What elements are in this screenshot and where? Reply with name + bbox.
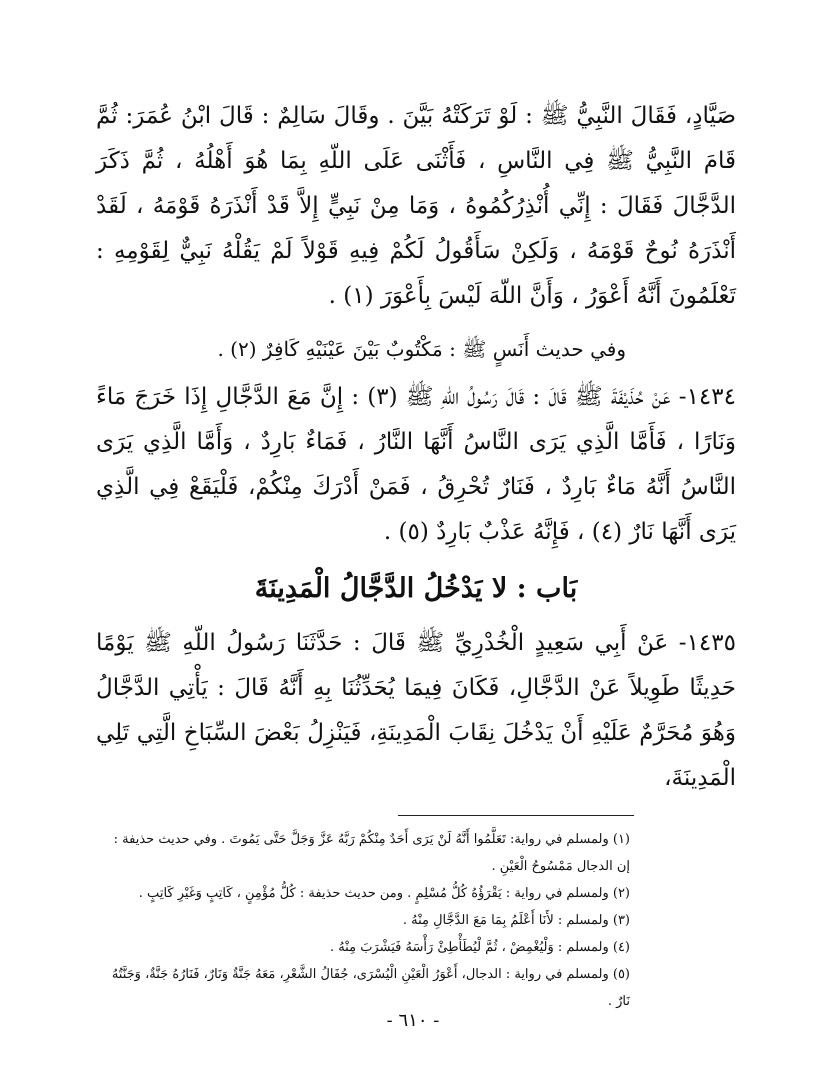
page-number: - ٦١٠ -: [386, 1010, 440, 1031]
chapter-heading: بَاب : لا يَدْخُلُ الدَّجَّالُ الْمَدِينَةَ: [254, 573, 578, 604]
footnote-5: (٥) ولمسلم في رواية : الدجال، أَعْوَرُ الْعَيْنِ الْيُسْرَى، جُفَالُ الشَّعْرِ، مَعَهُ جَنَّةٌ وَنَارٌ، فَنَارُهُ جَنَّةٌ، وَجَنَّتُهُ نَارٌ .: [111, 967, 630, 1009]
footnote-divider: [398, 815, 634, 816]
intro-paragraph: صَيَّادٍ، فَقَالَ النَّبِيُّ ﷺ : لَوْ تَرَكَتْهُ بَيَّنَ . وقَالَ سَالِمٌ : قَالَ ابْنُ عُمَرَ: ثُمَّ قَامَ النَّبِيُّ ﷺ فِي النَّاسِ ، فَأَثْنَى عَلَى اللّهِ بِمَا هُوَ أَهْلُهُ ، ثُمَّ ذَكَرَ الدَّجَّالَ فَقَالَ : إِنِّي أُنْذِرُكُمُوهُ ، وَمَا مِنْ نَبِيٍّ إِلاَّ قَدْ أَنْذَرَهُ قَوْمَهُ ، لَقَدْ أَنْذَرَهُ نُوحٌ قَوْمَهُ ، وَلَكِنْ سَأَقُولُ لَكُمْ فِيهِ قَوْلاً لَمْ يَقُلْهُ نَبِيٌّ لِقَوْمِهِ : تَعْلَمُونَ أَنَّهُ أَعْوَرُ ، وَأَنَّ اللّهَ لَيْسَ بِأَعْوَرَ (١) .: [96, 103, 736, 309]
hadith-1434: ١٤٣٤- عَنْ حُذَيْفَةَ ﷺ قَالَ : قَالَ رَسُولُ اللّهِ ﷺ (٣) : إِنَّ مَعَ الدَّجَّالِ إِذَا خَرَجَ مَاءً وَنَارًا ، فَأَمَّا الَّذِي يَرَى النَّاسُ أَنَّهَا النَّارُ ، فَمَاءٌ بَارِدٌ ، وَأَمَّا الَّذِي يَرَى النَّاسُ أَنَّهُ مَاءٌ بَارِدٌ ، فَنَارٌ تُحْرِقُ ، فَمَنْ أَدْرَكَ مِنْكُمْ، فَلْيَقَعْ فِي الَّذِي يَرَى أَنَّهَا نَارٌ (٤) ، فَإِنَّهُ عَذْبٌ بَارِدٌ (٥) .: [96, 384, 736, 545]
footnote-3: (٣) ولمسلم : لأَنَا أَعْلَمُ بِمَا مَعَ الدَّجَّالِ مِنْهُ .: [402, 913, 630, 928]
footnote-2: (٢) ولمسلم في رواية : يَقْرَؤُهُ كُلُّ مُسْلِمٍ . ومن حديث حذيفة : كُلُّ مُؤْمِنٍ ، كَاتِبٍ وَغَيْرِ كَاتِبٍ .: [138, 886, 630, 901]
main-text: [96, 94, 736, 801]
footnote-1: (١) ولمسلم في رواية: تَعَلَّمُوا أَنَّهُ لَنْ يَرَى أَحَدٌ مِنْكُمْ رَبَّهُ عَزَّ وَجَلَّ حَتَّى يَمُوتَ . وفي حديث حذيفة : إن الدجال مَمْسُوحُ الْعَيْنِ .: [113, 832, 630, 874]
anas-hadith-line: وفي حديث أَنَسٍ ﷺ : مَكْتُوبٌ بَيْنَ عَيْنَيْهِ كَافِرٌ (٢) .: [217, 337, 626, 361]
footnote-4: (٤) ولمسلم : وَلْيُغْمِضْ ، ثُمَّ لْيُطَأْطِئْ رَأْسَهُ فَيَشْرَبَ مِنْهُ .: [329, 940, 630, 955]
hadith-1435: ١٤٣٥- عَنْ أَبِي سَعِيدٍ الْخُدْرِيِّ ﷺ قَالَ : حَدَّثَنَا رَسُولُ اللّهِ ﷺ يَوْمًا حَدِيثًا طَوِيلاً عَنْ الدَّجَّالِ، فَكَانَ فِيمَا يُحَدِّثُنَا بِهِ أَنَّهُ قَالَ : يَأْتِي الدَّجَّالُ وَهُوَ مُحَرَّمٌ عَلَيْهِ أَنْ يَدْخُلَ نِقَابَ الْمَدِينَةِ، فَيَنْزِلُ بَعْضَ السِّبَاخِ الَّتِي تَلِي الْمَدِينَةَ،: [96, 630, 736, 791]
footnotes: [110, 826, 630, 1015]
